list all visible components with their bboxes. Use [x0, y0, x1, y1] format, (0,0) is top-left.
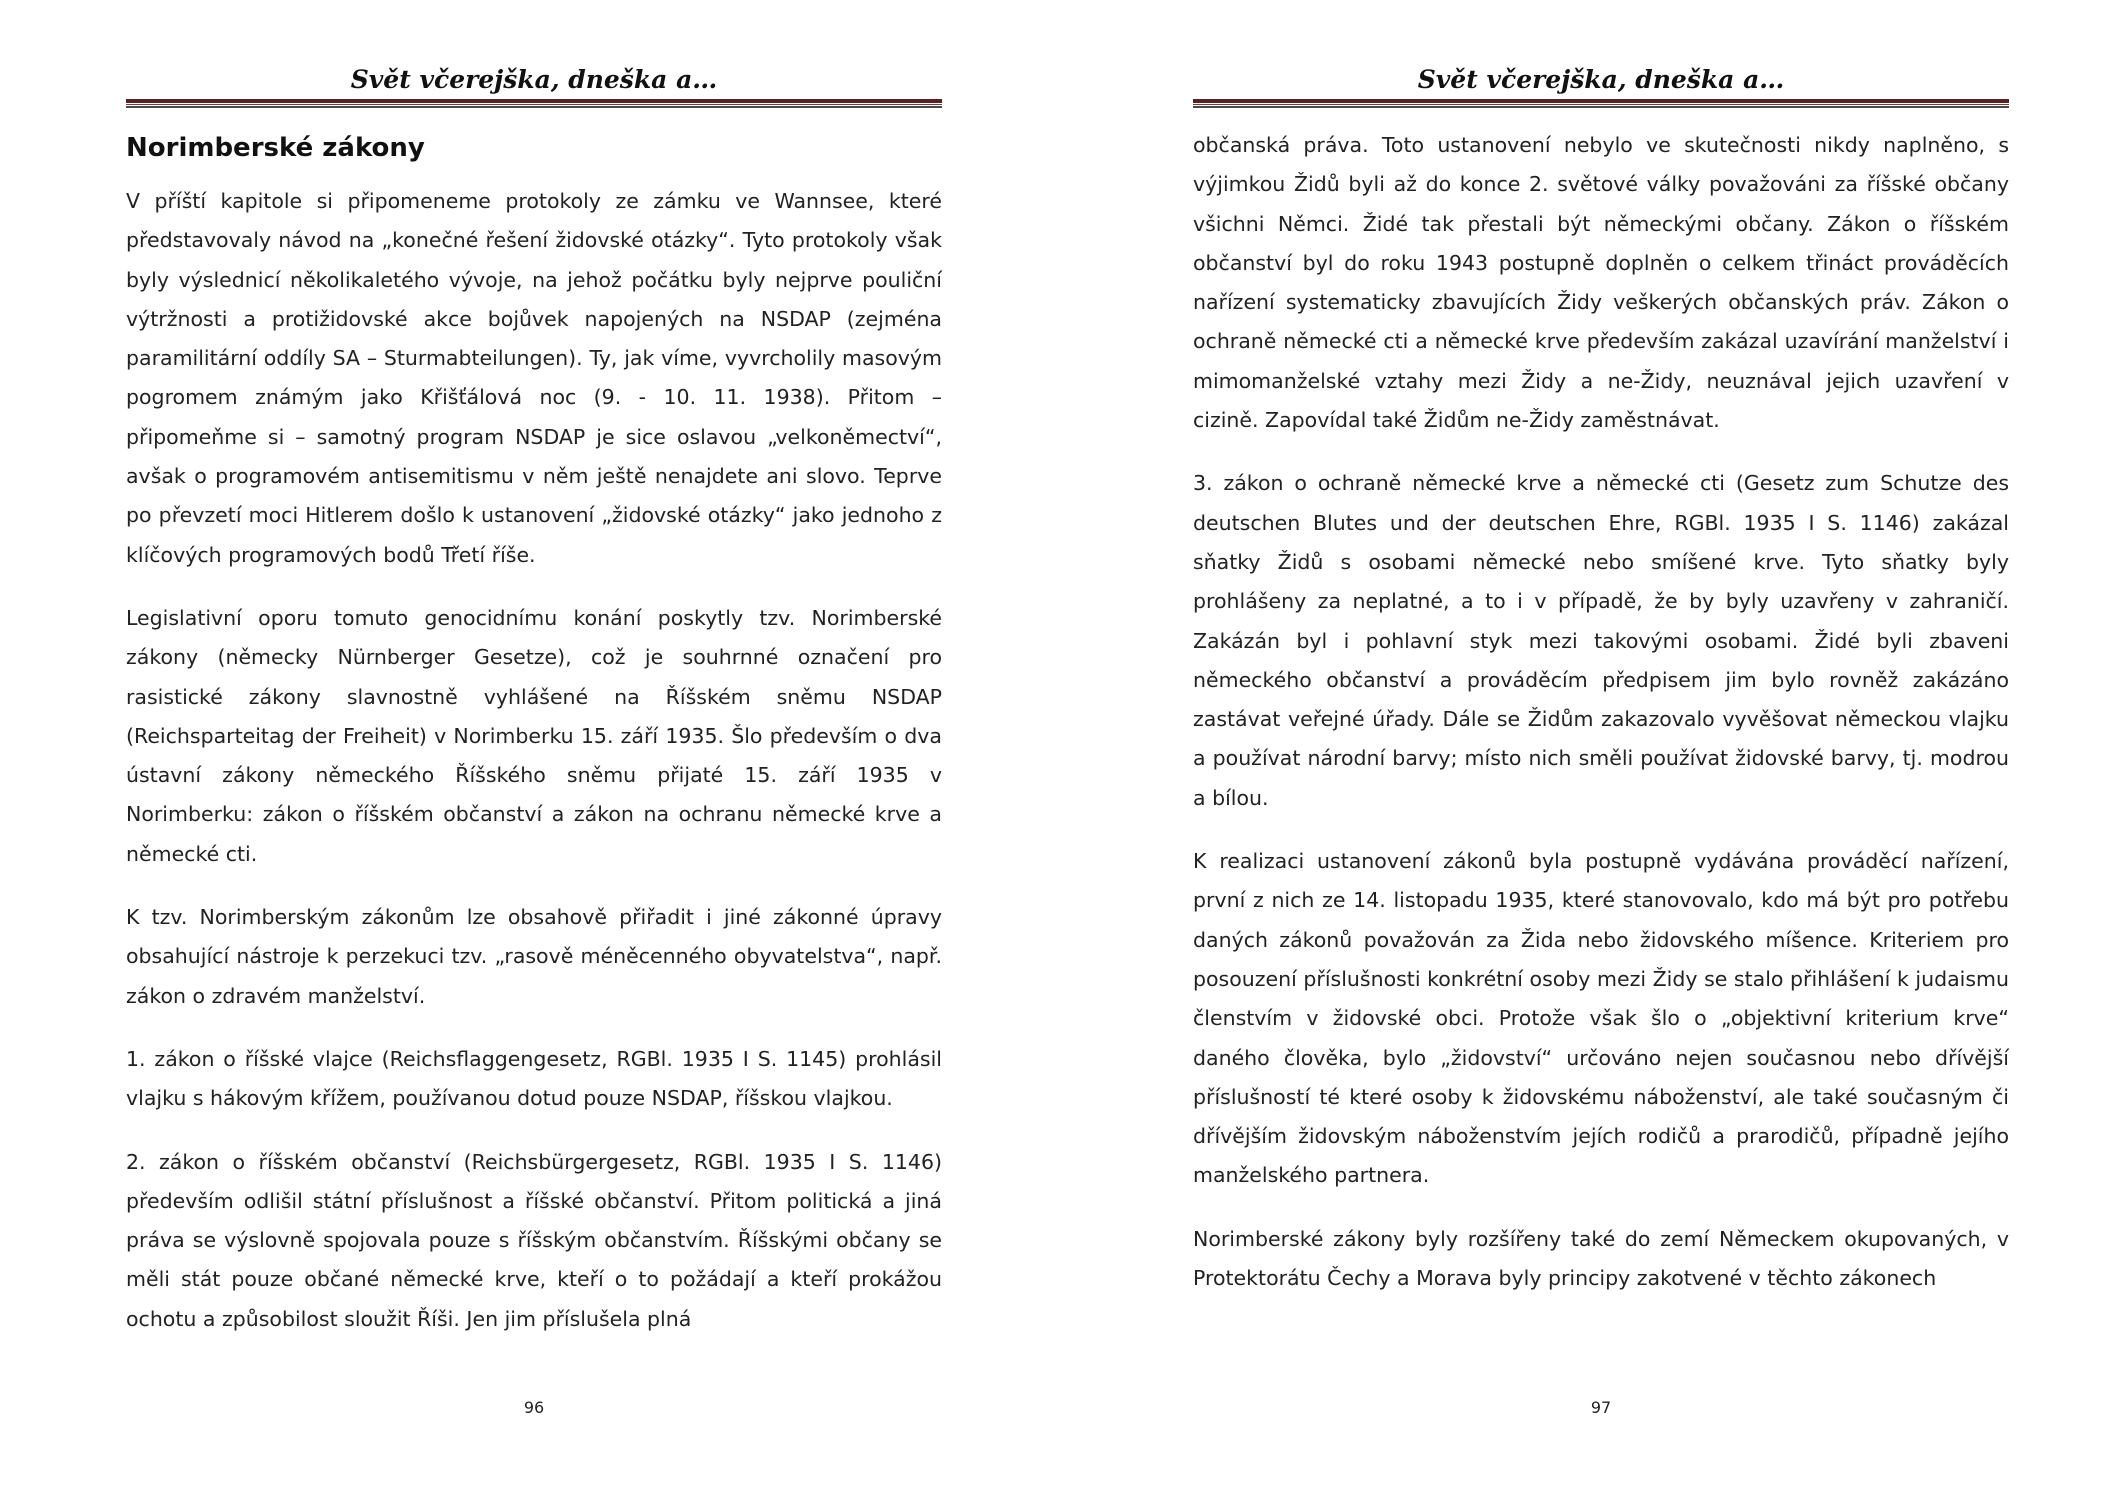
paragraph: 2. zákon o říšském občanství (Reichsbürgergesetz, RGBl. 1935 I S. 1146) především odlišil státní příslušnost a říšské občanství. Přitom politická a jiná práva se výslovně spojovala pouze s říšským občanstvím. Říšskými občany se měli stát pouze občané německé krve, kteří o to požádají a kteří prokážou ochotu a způsobilost sloužit Říši. Jen jim příslušela plná [126, 1149, 942, 1331]
paragraph: V příští kapitole si připomeneme protokoly ze zámku ve Wannsee, které představovaly návod na „konečné řešení židovské otázky“. Tyto protokoly však byly výslednicí několikaletého vývoje, na jehož počátku byly nejprve pouliční výtržnosti a protižidovské akce bojůvek napojených na NSDAP (zejména paramilitární oddíly SA – Sturmabteilungen). Ty, jak víme, vyvrcholily masovým pogromem známým jako Křišťálová noc (9. - 10. 11. 1938). Přitom – připomeňme si – samotný program NSDAP je sice oslavou „velkoněmectví“, avšak o programovém antisemitismu v něm ještě nenajdete ani slovo. Teprve po převzetí moci Hitlerem došlo k ustanovení „židovské otázky“ jako jednoho z klíčových programových bodů Třetí říše. [126, 189, 942, 567]
paragraph: 3. zákon o ochraně německé krve a německé cti (Gesetz zum Schutze des deutschen Blutes und der deutschen Ehre, RGBl. 1935 I S. 1146) zakázal sňatky Židů s osobami německé nebo smíšené krve. Tyto sňatky byly prohlášeny za neplatné, a to i v případě, že by byly uzavřeny v zahraničí. Zakázán byl i pohlavní styk mezi takovými osobami. Židé byli zbaveni německého občanství a prováděcím předpisem jim bylo rovněž zakázáno zastávat veřejné úřady. Dále se Židům zakazovalo vyvěšovat německou vlajku a používat národní barvy; místo nich směli používat židovské barvy, tj. modrou a bílou. [1193, 471, 2009, 810]
paragraph: 1. zákon o říšské vlajce (Reichsflaggengesetz, RGBl. 1935 I S. 1145) prohlásil vlajku s hákovým křížem, používanou dotud pouze NSDAP, říšskou vlajkou. [126, 1046, 942, 1111]
paragraph: občanská práva. Toto ustanovení nebylo ve skutečnosti nikdy naplněno, s výjimkou Židů byli až do konce 2. světové války považováni za říšské občany všichni Němci. Židé tak přestali být německými občany. Zákon o říšském občanství byl do roku 1943 postupně doplněn o celkem třináct prováděcích nařízení systematicky zbavujících Židy veškerých občanských práv. Zákon o ochraně německé cti a německé krve především zakázal uzavírání manželství i mimomanželské vztahy mezi Židy a ne-Židy, neuznával jejich uzavření v cizině. Zapovídal také Židům ne-Židy zaměstnávat. [1193, 133, 2009, 433]
left-page [126, 0, 942, 1500]
page-body [126, 128, 942, 1363]
page-number: 97 [1590, 1398, 1612, 1417]
section-title: Norimberské zákony [126, 133, 425, 163]
running-header: Svět včerejška, dneška a… [1417, 65, 1785, 94]
page-number: 96 [523, 1398, 545, 1417]
paragraph: Legislativní oporu tomuto genocidnímu konání poskytly tzv. Norimberské zákony (německy Nürnberger Gesetze), což je souhrnné označení pro rasistické zákony slavnostně vyhlášené na Říšském sněmu NSDAP (Reichsparteitag der Freiheit) v Norimberku 15. září 1935. Šlo především o dva ústavní zákony německého Říšského sněmu přijaté 15. září 1935 v Norimberku: zákon o říšském občanství a zákon na ochranu německé krve a německé cti. [126, 605, 942, 866]
right-page [1193, 0, 2009, 1500]
paragraph: Norimberské zákony byly rozšířeny také do zemí Německem okupovaných, v Protektorátu Čechy a Morava byly principy zakotvené v těchto zákonech [1193, 1226, 2009, 1291]
header-rule [1193, 99, 2009, 108]
running-header: Svět včerejška, dneška a… [350, 65, 718, 94]
paragraph: K realizaci ustanovení zákonů byla postupně vydávána prováděcí nařízení, první z nich ze 14. listopadu 1935, které stanovovalo, kdo má být pro potřebu daných zákonů považován za Žida nebo židovského míšence. Kriteriem pro posouzení příslušnosti konkrétní osoby mezi Židy se stalo přihlášení k judaismu členstvím v židovské obci. Protože však šlo o „objektivní kriterium krve“ daného člověka, bylo „židovství“ určováno nejen současnou nebo dřívější příslušností té které osoby k židovskému náboženství, ale také současným či dřívějším židovským náboženstvím jejích rodičů a prarodičů, případně jejího manželského partnera. [1193, 849, 2009, 1188]
paragraph: K tzv. Norimberským zákonům lze obsahově přiřadit i jiné zákonné úpravy obsahující nástroje k perzekuci tzv. „rasově méněcenného obyvatelstva“, např. zákon o zdravém manželství. [126, 905, 942, 1008]
header-rule [126, 99, 942, 108]
page-body [1193, 126, 2009, 1322]
